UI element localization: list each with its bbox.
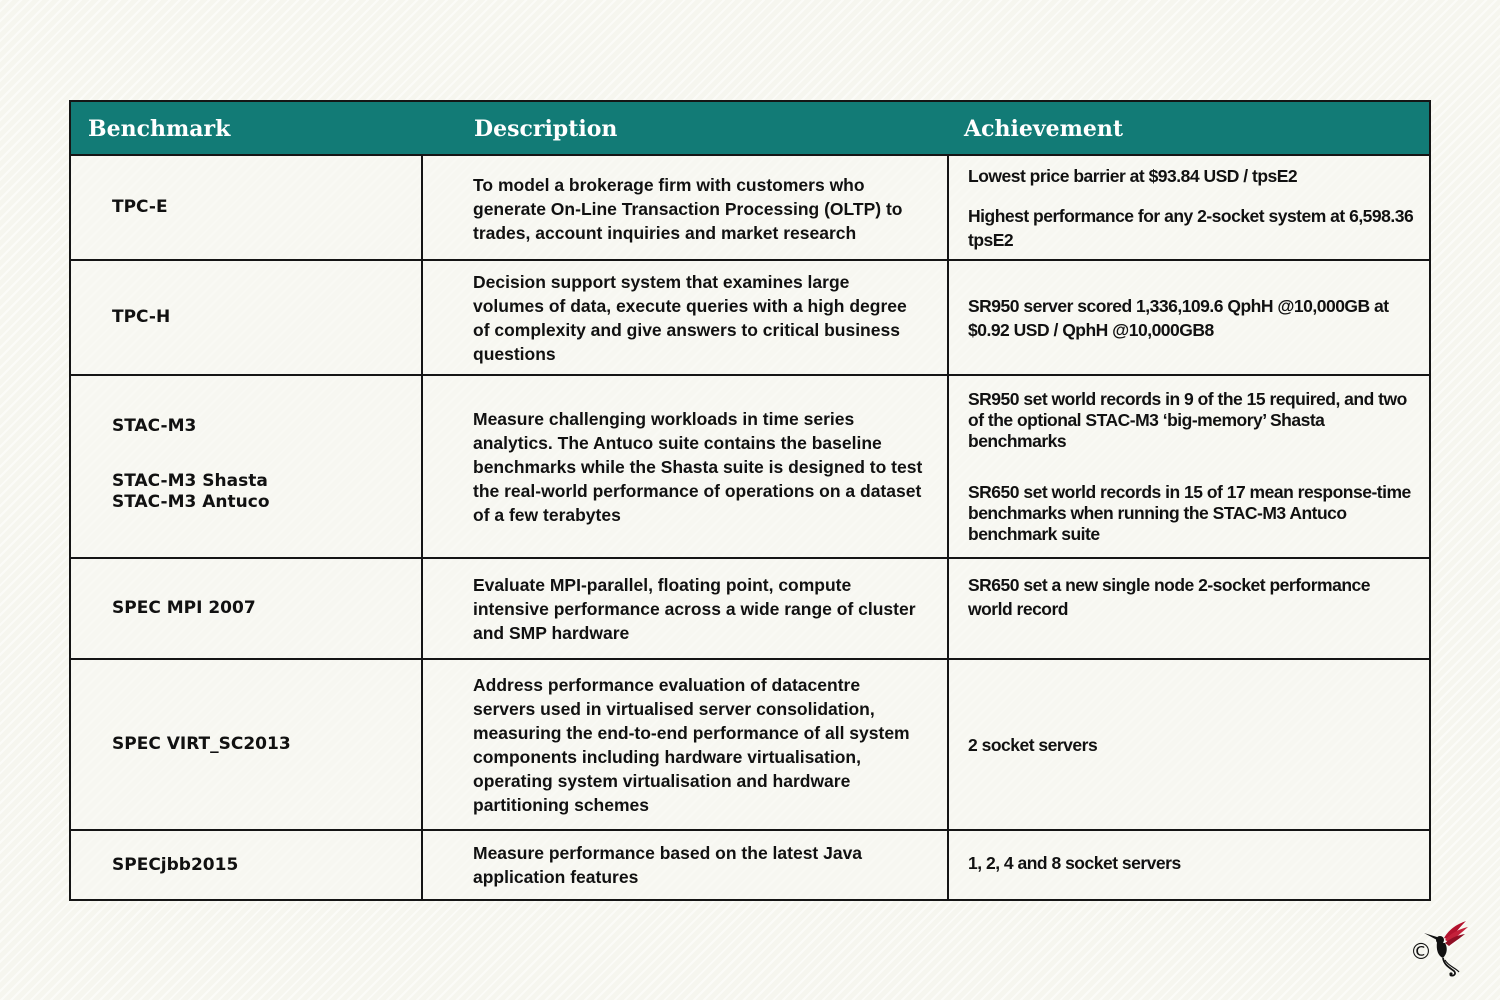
copyright-symbol: © (1410, 940, 1432, 965)
benchmark-name: SPEC VIRT_SC2013 (112, 734, 291, 754)
table-row (71, 261, 1429, 376)
header-description: Description (474, 116, 618, 142)
header-achievement: Achievement (964, 116, 1124, 142)
achievement-text: SR950 server scored 1,336,109.6 QphH @10,000GB at $0.92 USD / QphH @10,000GB8 (968, 295, 1389, 340)
benchmark-name: SPECjbb2015 (112, 854, 239, 875)
achievement-text: Highest performance for any 2-socket system at 6,598.36 tpsE2 (968, 206, 1414, 250)
description-text: Evaluate MPI-parallel, floating point, compute intensive performance across a wide range of cluster and SMP hardware (473, 574, 916, 643)
benchmark-cell (112, 831, 412, 899)
description-text: Decision support system that examines large volumes of data, execute queries with a high degree of complexity and give answers to critical business questions (473, 271, 907, 364)
benchmark-table (69, 100, 1431, 901)
description-cell (473, 261, 923, 374)
benchmark-cell (112, 559, 412, 658)
achievement-text: SR950 set world records in 9 of the 15 required, and two of the optional STAC-M3 ‘big-memory’ Shasta benchmarks (968, 388, 1407, 451)
achievement-text: SR650 set a new single node 2-socket performance world record (968, 574, 1370, 619)
benchmark-cell (112, 376, 412, 557)
table-header-row (71, 102, 1429, 156)
description-text: Address performance evaluation of datacentre servers used in virtualised server consolidation, measuring the end-to-end performance of all system components including hardware virtualisation, operating system virtualisation and hardware partitioning schemes (473, 674, 910, 815)
description-text: Measure challenging workloads in time series analytics. The Antuco suite contains the baseline benchmarks while the Shasta suite is designed to test the real-world performance of operations on a dataset of a few terabytes (473, 408, 923, 525)
table-row (71, 559, 1429, 660)
achievement-cell (968, 831, 1418, 899)
description-text: To model a brokerage firm with customers who generate On-Line Transaction Processing (OLTP) to trades, account inquiries and market research (473, 174, 903, 243)
description-cell (473, 376, 923, 557)
benchmark-name: TPC-H (112, 307, 171, 327)
achievement-text: 1, 2, 4 and 8 socket servers (968, 853, 1181, 873)
achievement-cell (968, 660, 1418, 829)
achievement-cell (968, 376, 1418, 557)
benchmark-name: STAC-M3 Antuco (112, 492, 270, 512)
description-cell (473, 660, 923, 829)
table-row (71, 831, 1429, 899)
achievement-cell (968, 559, 1418, 658)
benchmark-cell (112, 156, 412, 259)
description-cell (473, 156, 923, 259)
achievement-cell (968, 261, 1418, 374)
benchmark-name: STAC-M3 Shasta (112, 471, 268, 491)
benchmark-name: TPC-E (112, 197, 168, 217)
benchmark-cell (112, 660, 412, 829)
table-row (71, 376, 1429, 559)
description-cell (473, 831, 923, 899)
table-row (71, 660, 1429, 831)
achievement-text: 2 socket servers (968, 734, 1098, 755)
benchmark-cell (112, 261, 412, 374)
achievement-text: SR650 set world records in 15 of 17 mean response-time benchmarks when running the STAC-M3 Antuco benchmark suite (968, 481, 1411, 544)
header-benchmark: Benchmark (88, 116, 231, 142)
benchmark-name: STAC-M3 (112, 416, 197, 436)
table-row (71, 156, 1429, 261)
achievement-text: Lowest price barrier at $93.84 USD / tpsE2 (968, 166, 1298, 186)
hummingbird-logo-icon (1410, 918, 1470, 980)
description-cell (473, 559, 923, 658)
benchmark-name: SPEC MPI 2007 (112, 598, 256, 618)
description-text: Measure performance based on the latest Java application features (473, 843, 863, 887)
achievement-cell (968, 156, 1418, 259)
